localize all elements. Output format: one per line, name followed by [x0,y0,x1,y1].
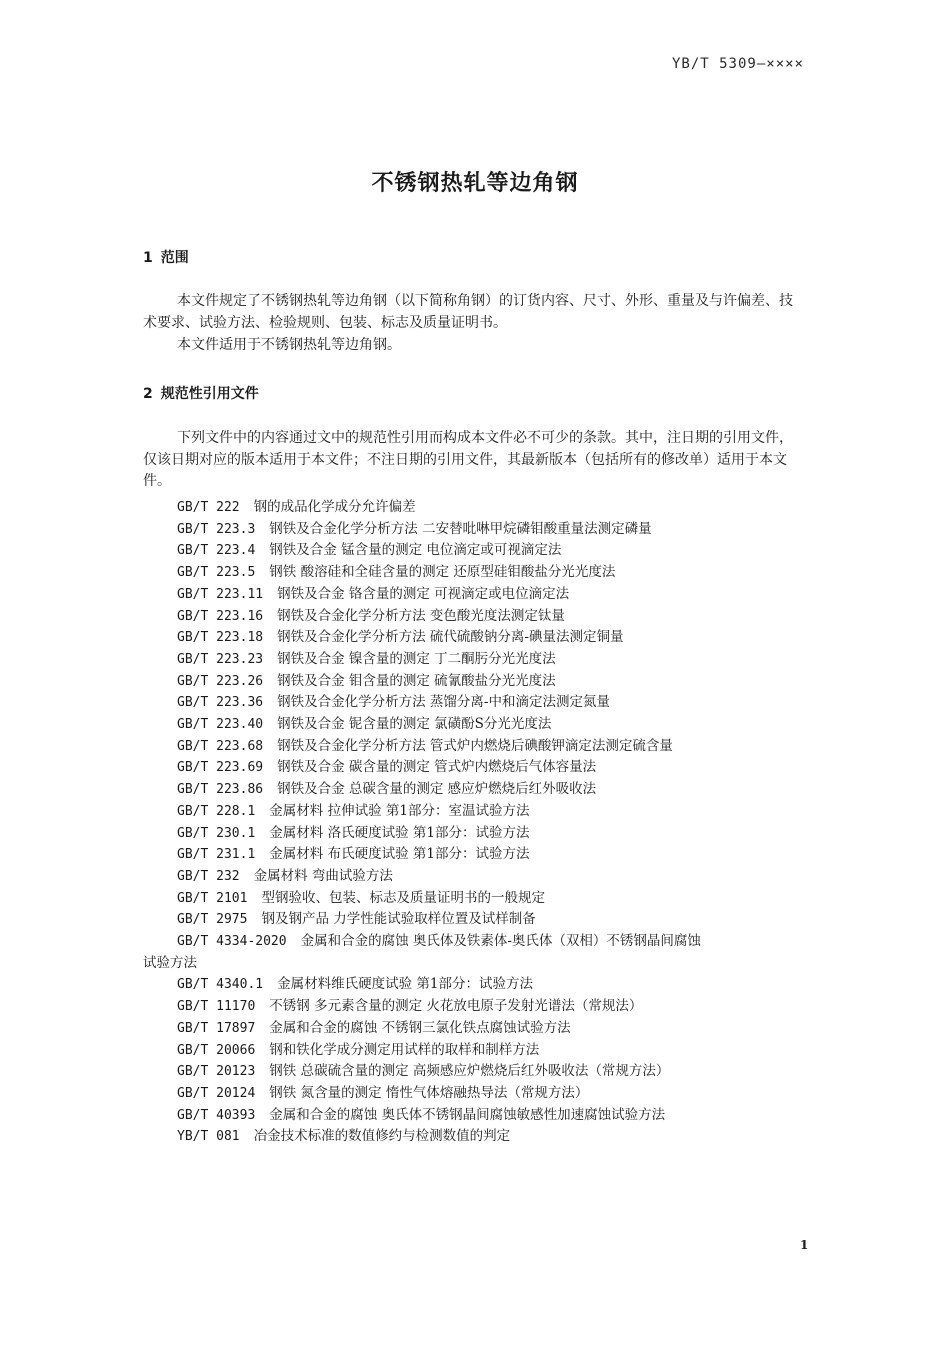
reference-code: GB/T 223.11 [177,586,264,602]
reference-title-continuation: 试验方法 [143,954,197,971]
scope-paragraph-1: 本文件规定了不锈钢热轧等边角钢（以下简称角钢）的订货内容、尺寸、外形、重量及与许偏差、技术要求、试验方法、检验规则、包装、标志及质量证明书。 [143,293,793,331]
reference-item [143,540,813,562]
reference-item [143,671,813,693]
section-1-title: 范围 [160,250,189,266]
reference-item [143,757,813,779]
section-1-heading [143,247,189,267]
reference-item [143,736,813,758]
reference-code: GB/T 40393 [177,1107,256,1123]
reference-title: 不锈钢 多元素含量的测定 火花放电原子发射光谱法（常规法） [269,998,643,1015]
reference-item [143,649,813,671]
reference-item [143,562,813,584]
reference-title: 钢铁 酸溶硅和全硅含量的测定 还原型硅钼酸盐分光光度法 [269,564,616,581]
reference-code: GB/T 4340.1 [177,977,264,993]
reference-title: 钢及钢产品 力学性能试验取样位置及试样制备 [261,911,536,928]
reference-item [143,497,813,519]
reference-item [143,996,813,1018]
reference-code: GB/T 223.5 [177,565,256,581]
reference-item [143,1018,813,1040]
reference-item [143,714,813,736]
reference-title: 金属材料 拉伸试验 第1部分：室温试验方法 [269,802,530,819]
reference-item [143,974,813,996]
reference-code: GB/T 2101 [177,890,248,906]
reference-code: GB/T 20123 [177,1064,256,1080]
reference-title: 钢铁及合金 铬含量的测定 可视滴定或电位滴定法 [277,585,570,602]
reference-item [143,606,813,628]
reference-title: 钢铁及合金 钼含量的测定 硫氰酸盐分光光度法 [277,672,556,689]
reference-code: GB/T 223.68 [177,738,264,754]
reference-item [143,1105,813,1127]
scope-paragraph-2: 本文件适用于不锈钢热轧等边角钢。 [177,337,401,353]
reference-title: 型钢验收、包装、标志及质量证明书的一般规定 [261,889,545,906]
normative-references-list [143,497,813,1148]
reference-code: GB/T 4334-2020 [177,934,287,950]
reference-code: GB/T 223.18 [177,630,264,646]
reference-code: GB/T 20124 [177,1085,256,1101]
reference-code: GB/T 232 [177,868,240,884]
reference-title: 金属材料 弯曲试验方法 [253,867,393,884]
reference-title: 钢铁及合金化学分析方法 变色酸光度法测定钛量 [277,607,565,624]
reference-title: 钢铁 总碳硫含量的测定 高频感应炉燃烧后红外吸收法（常规方法） [269,1063,670,1080]
reference-title: 金属和合金的腐蚀 不锈钢三氯化铁点腐蚀试验方法 [269,1019,571,1036]
reference-item [143,844,813,866]
reference-title: 钢铁 氮含量的测定 惰性气体熔融热导法（常规方法） [269,1084,589,1101]
reference-code: GB/T 223.26 [177,673,264,689]
reference-item [143,909,813,931]
reference-title: 钢铁及合金 镍含量的测定 丁二酮肟分光光度法 [277,650,556,667]
reference-item [143,1126,813,1148]
reference-title: 金属材料 洛氏硬度试验 第1部分：试验方法 [269,824,530,841]
reference-item [143,801,813,823]
page-number: 1 [800,1238,809,1252]
reference-item [143,692,813,714]
reference-item [143,931,813,974]
reference-title: 钢铁及合金 锰含量的测定 电位滴定或可视滴定法 [269,542,562,559]
reference-code: GB/T 223.36 [177,695,264,711]
document-title: 不锈钢热轧等边角钢 [371,171,579,196]
reference-code: GB/T 223.69 [177,760,264,776]
reference-title: 钢铁及合金 碳含量的测定 管式炉内燃烧后气体容量法 [277,759,597,776]
reference-code: GB/T 223.16 [177,608,264,624]
reference-item [143,823,813,845]
section-1-number: 1 [143,250,153,266]
reference-item [143,866,813,888]
section-2-number: 2 [143,386,153,402]
reference-code: GB/T 228.1 [177,803,256,819]
reference-item [143,1040,813,1062]
reference-code: GB/T 20066 [177,1042,256,1058]
reference-title: 钢和铁化学成分测定用试样的取样和制样方法 [269,1041,540,1058]
reference-code: GB/T 223.86 [177,782,264,798]
reference-title: 钢铁及合金化学分析方法 蒸馏分离-中和滴定法测定氮量 [277,694,610,711]
reference-title: 钢铁及合金化学分析方法 二安替吡啉甲烷磷钼酸重量法测定磷量 [269,520,652,537]
references-intro: 下列文件中的内容通过文中的规范性引用而构成本文件必不可少的条款。其中，注日期的引用文件，仅该日期对应的版本适用于本文件；不注日期的引用文件，其最新版本（包括所有的修改单）适用于本文件。 [143,430,793,489]
reference-code: GB/T 230.1 [177,825,256,841]
reference-item [143,1061,813,1083]
section-2-heading [143,383,259,403]
section-2-title: 规范性引用文件 [160,386,259,402]
reference-item [143,627,813,649]
reference-title: 钢铁及合金 总碳含量的测定 感应炉燃烧后红外吸收法 [277,781,597,798]
reference-item [143,779,813,801]
reference-code: GB/T 222 [177,500,240,515]
reference-title: 金属和合金的腐蚀 奥氏体不锈钢晶间腐蚀敏感性加速腐蚀试验方法 [269,1106,666,1123]
reference-title: 冶金技术标准的数值修约与检测数值的判定 [253,1128,511,1145]
reference-title: 钢铁及合金化学分析方法 管式炉内燃烧后碘酸钾滴定法测定硫含量 [277,737,673,754]
reference-item [143,888,813,910]
reference-code: GB/T 17897 [177,1020,256,1036]
reference-code: GB/T 223.3 [177,521,256,537]
reference-title: 金属材料维氏硬度试验 第1部分：试验方法 [277,976,533,993]
reference-title: 钢的成品化学成分允许偏差 [253,499,416,515]
reference-item [143,584,813,606]
document-code: YB/T 5309—×××× [671,56,804,72]
reference-code: GB/T 223.40 [177,717,264,733]
reference-item [143,519,813,541]
reference-code: GB/T 223.4 [177,543,256,559]
reference-title: 金属和合金的腐蚀 奥氏体及铁素体-奥氏体（双相）不锈钢晶间腐蚀 [300,933,701,950]
reference-code: GB/T 2975 [177,912,248,928]
reference-code: GB/T 11170 [177,999,256,1015]
reference-title: 金属材料 布氏硬度试验 第1部分：试验方法 [269,846,530,863]
reference-item [143,1083,813,1105]
reference-title: 钢铁及合金 铌含量的测定 氯磺酚S分光光度法 [277,716,552,733]
reference-title: 钢铁及合金化学分析方法 硫代硫酸钠分离-碘量法测定铜量 [277,629,624,646]
reference-code: GB/T 223.23 [177,651,264,667]
reference-code: YB/T 081 [177,1129,240,1145]
reference-code: GB/T 231.1 [177,847,256,863]
